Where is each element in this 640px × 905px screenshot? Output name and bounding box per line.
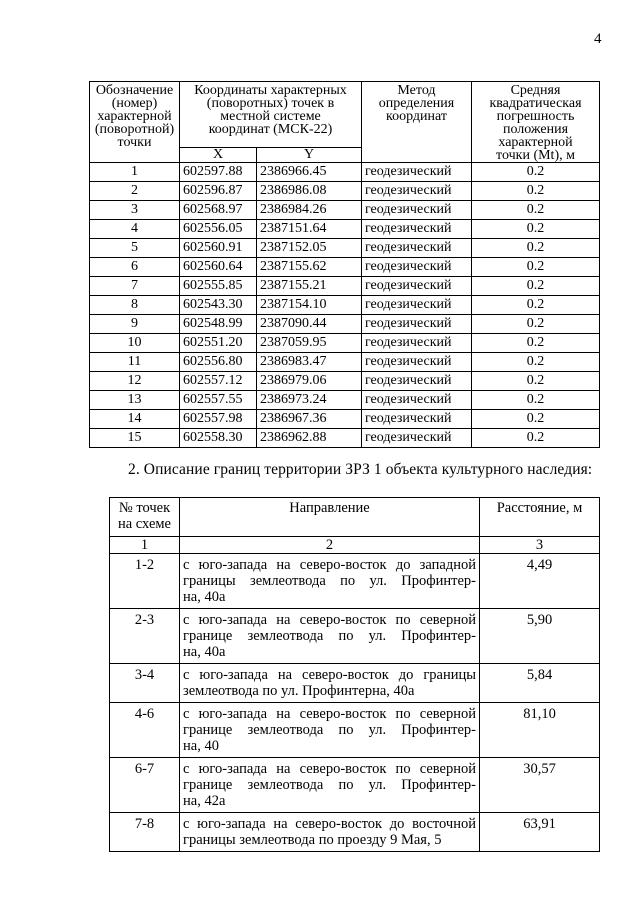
error-cell: 0.2 bbox=[472, 334, 600, 353]
header-points bbox=[110, 498, 180, 537]
header-line: Обозначение bbox=[95, 83, 174, 98]
error-cell: 0.2 bbox=[472, 429, 600, 448]
segment-distance: 4,49 bbox=[480, 554, 600, 609]
method-cell: геодезический bbox=[362, 353, 472, 372]
error-cell: 0.2 bbox=[472, 163, 600, 182]
error-cell: 0.2 bbox=[472, 201, 600, 220]
header-line: (поворотной) bbox=[94, 122, 175, 137]
table-row bbox=[110, 609, 600, 664]
direction-line: границе землеотвода по ул. Профинтер- bbox=[183, 722, 476, 738]
point-number: 15 bbox=[90, 429, 180, 448]
table-row bbox=[90, 277, 600, 296]
header-line: на схеме bbox=[117, 516, 171, 532]
segment-distance: 63,91 bbox=[480, 813, 600, 852]
table-row bbox=[90, 334, 600, 353]
point-number: 9 bbox=[90, 315, 180, 334]
direction-line: с юго-запада на северо-восток до границы bbox=[183, 667, 476, 683]
header-line: Средняя bbox=[510, 83, 561, 98]
point-number: 13 bbox=[90, 391, 180, 410]
direction-line: на, 42а bbox=[183, 793, 226, 809]
direction-line: с юго-запада на северо-восток до западной bbox=[183, 557, 476, 573]
coord-y: 2386979.06 bbox=[257, 372, 362, 391]
direction-line: на, 40а bbox=[183, 589, 226, 605]
header-coordinates bbox=[180, 82, 362, 148]
segment-direction bbox=[180, 554, 480, 609]
segment-direction bbox=[180, 703, 480, 758]
method-cell: геодезический bbox=[362, 334, 472, 353]
coord-x: 602556.80 bbox=[180, 353, 257, 372]
header-line: квадратическая bbox=[489, 96, 582, 111]
method-cell: геодезический bbox=[362, 315, 472, 334]
header-x: X bbox=[180, 148, 257, 163]
point-number: 8 bbox=[90, 296, 180, 315]
direction-line: землеотвода по ул. Профинтерна, 40а bbox=[183, 683, 415, 699]
table-row bbox=[110, 703, 600, 758]
method-cell: геодезический bbox=[362, 182, 472, 201]
header-line: (номер) bbox=[111, 96, 158, 111]
header-distance: Расстояние, м bbox=[480, 498, 600, 537]
method-cell: геодезический bbox=[362, 239, 472, 258]
coord-x: 602560.91 bbox=[180, 239, 257, 258]
coord-y: 2386984.26 bbox=[257, 201, 362, 220]
direction-line: границы землеотвода по ул. Профинтер- bbox=[183, 573, 476, 589]
coord-x: 602560.64 bbox=[180, 258, 257, 277]
coord-x: 602597.88 bbox=[180, 163, 257, 182]
direction-line: с юго-запада на северо-восток до восточной bbox=[183, 816, 476, 832]
table-row bbox=[110, 813, 600, 852]
header-line: характерной bbox=[498, 135, 573, 150]
table-row bbox=[90, 258, 600, 277]
table-row bbox=[110, 664, 600, 703]
direction-line: с юго-запада на северо-восток по северной bbox=[183, 761, 476, 777]
direction-line: границе землеотвода по ул. Профинтер- bbox=[183, 777, 476, 793]
error-cell: 0.2 bbox=[472, 258, 600, 277]
section-heading: 2. Описание границ территории ЗРЗ 1 объекта культурного наследия: bbox=[128, 461, 593, 478]
segment-points: 2-3 bbox=[110, 609, 180, 664]
segment-points: 7-8 bbox=[110, 813, 180, 852]
coord-x: 602557.98 bbox=[180, 410, 257, 429]
point-number: 12 bbox=[90, 372, 180, 391]
header-line: Метод bbox=[397, 83, 436, 98]
method-cell: геодезический bbox=[362, 163, 472, 182]
coord-y: 2387059.95 bbox=[257, 334, 362, 353]
method-cell: геодезический bbox=[362, 372, 472, 391]
method-cell: геодезический bbox=[362, 258, 472, 277]
coord-x: 602568.97 bbox=[180, 201, 257, 220]
method-cell: геодезический bbox=[362, 277, 472, 296]
error-cell: 0.2 bbox=[472, 239, 600, 258]
header-designation bbox=[90, 82, 180, 163]
header-line: № точек bbox=[118, 500, 171, 516]
header-line: (поворотных) точек в bbox=[206, 96, 335, 111]
table-row bbox=[90, 201, 600, 220]
header-error bbox=[472, 82, 600, 163]
segment-direction bbox=[180, 609, 480, 664]
error-cell: 0.2 bbox=[472, 372, 600, 391]
coord-x: 602543.30 bbox=[180, 296, 257, 315]
header-line: Координаты характерных bbox=[194, 83, 347, 98]
error-cell: 0.2 bbox=[472, 296, 600, 315]
point-number: 6 bbox=[90, 258, 180, 277]
table-row bbox=[90, 410, 600, 429]
coord-y: 2387151.64 bbox=[257, 220, 362, 239]
direction-line: на, 40а bbox=[183, 644, 226, 660]
method-cell: геодезический bbox=[362, 220, 472, 239]
coord-x: 602548.99 bbox=[180, 315, 257, 334]
table-row bbox=[90, 372, 600, 391]
table-row bbox=[90, 391, 600, 410]
segment-distance: 30,57 bbox=[480, 758, 600, 813]
direction-line: с юго-запада на северо-восток по северной bbox=[183, 706, 476, 722]
point-number: 1 bbox=[90, 163, 180, 182]
coord-x: 602555.85 bbox=[180, 277, 257, 296]
error-cell: 0.2 bbox=[472, 410, 600, 429]
method-cell: геодезический bbox=[362, 296, 472, 315]
direction-line: границы землеотвода по проезду 9 Мая, 5 bbox=[183, 832, 442, 848]
coord-y: 2387154.10 bbox=[257, 296, 362, 315]
header-direction: Направление bbox=[180, 498, 480, 537]
coord-x: 602596.87 bbox=[180, 182, 257, 201]
coord-y: 2386983.47 bbox=[257, 353, 362, 372]
table-row bbox=[90, 429, 600, 448]
boundary-description-table bbox=[109, 497, 600, 852]
header-line: положения bbox=[502, 122, 569, 137]
point-number: 3 bbox=[90, 201, 180, 220]
segment-distance: 81,10 bbox=[480, 703, 600, 758]
header-line: погрешность bbox=[496, 109, 575, 124]
coord-x: 602557.55 bbox=[180, 391, 257, 410]
header-line: характерной bbox=[97, 109, 172, 124]
coord-y: 2386967.36 bbox=[257, 410, 362, 429]
coord-y: 2386966.45 bbox=[257, 163, 362, 182]
coord-x: 602551.20 bbox=[180, 334, 257, 353]
coord-y: 2387152.05 bbox=[257, 239, 362, 258]
page-number: 4 bbox=[594, 31, 602, 47]
segment-points: 6-7 bbox=[110, 758, 180, 813]
coord-y: 2387155.62 bbox=[257, 258, 362, 277]
segment-points: 4-6 bbox=[110, 703, 180, 758]
error-cell: 0.2 bbox=[472, 315, 600, 334]
table-row bbox=[110, 758, 600, 813]
method-cell: геодезический bbox=[362, 410, 472, 429]
table-row bbox=[90, 220, 600, 239]
index-cell: 2 bbox=[180, 537, 480, 554]
table-row bbox=[90, 315, 600, 334]
segment-direction bbox=[180, 813, 480, 852]
coord-x: 602557.12 bbox=[180, 372, 257, 391]
point-number: 7 bbox=[90, 277, 180, 296]
segment-points: 1-2 bbox=[110, 554, 180, 609]
table-row bbox=[90, 296, 600, 315]
error-cell: 0.2 bbox=[472, 391, 600, 410]
segment-direction bbox=[180, 758, 480, 813]
table-row bbox=[90, 163, 600, 182]
direction-line: границе землеотвода по ул. Профинтер- bbox=[183, 628, 476, 644]
segment-distance: 5,90 bbox=[480, 609, 600, 664]
index-cell: 3 bbox=[480, 537, 600, 554]
point-number: 10 bbox=[90, 334, 180, 353]
error-cell: 0.2 bbox=[472, 220, 600, 239]
method-cell: геодезический bbox=[362, 391, 472, 410]
header-line: точки bbox=[117, 135, 152, 150]
table-row bbox=[90, 239, 600, 258]
segment-direction bbox=[180, 664, 480, 703]
segment-points: 3-4 bbox=[110, 664, 180, 703]
table-row bbox=[90, 353, 600, 372]
index-cell: 1 bbox=[110, 537, 180, 554]
coord-y: 2386986.08 bbox=[257, 182, 362, 201]
method-cell: геодезический bbox=[362, 429, 472, 448]
direction-line: с юго-запада на северо-восток по северной bbox=[183, 612, 476, 628]
direction-line: на, 40 bbox=[183, 738, 219, 754]
coord-y: 2386962.88 bbox=[257, 429, 362, 448]
method-cell: геодезический bbox=[362, 201, 472, 220]
header-line: местной системе bbox=[220, 109, 321, 124]
point-number: 4 bbox=[90, 220, 180, 239]
point-number: 11 bbox=[90, 353, 180, 372]
coord-y: 2386973.24 bbox=[257, 391, 362, 410]
table-row bbox=[110, 554, 600, 609]
error-cell: 0.2 bbox=[472, 353, 600, 372]
coordinates-table bbox=[89, 81, 600, 448]
error-cell: 0.2 bbox=[472, 182, 600, 201]
coord-y: 2387155.21 bbox=[257, 277, 362, 296]
coord-x: 602558.30 bbox=[180, 429, 257, 448]
point-number: 14 bbox=[90, 410, 180, 429]
error-cell: 0.2 bbox=[472, 277, 600, 296]
coord-y: 2387090.44 bbox=[257, 315, 362, 334]
point-number: 5 bbox=[90, 239, 180, 258]
header-y: Y bbox=[257, 148, 362, 163]
header-method bbox=[362, 82, 472, 163]
header-line: определения bbox=[378, 96, 455, 111]
header-line: координат (МСК-22) bbox=[208, 122, 333, 137]
header-line: координат bbox=[386, 109, 447, 124]
coord-x: 602556.05 bbox=[180, 220, 257, 239]
segment-distance: 5,84 bbox=[480, 664, 600, 703]
header-line: точки (Mt), м bbox=[496, 148, 575, 163]
table-row bbox=[90, 182, 600, 201]
point-number: 2 bbox=[90, 182, 180, 201]
